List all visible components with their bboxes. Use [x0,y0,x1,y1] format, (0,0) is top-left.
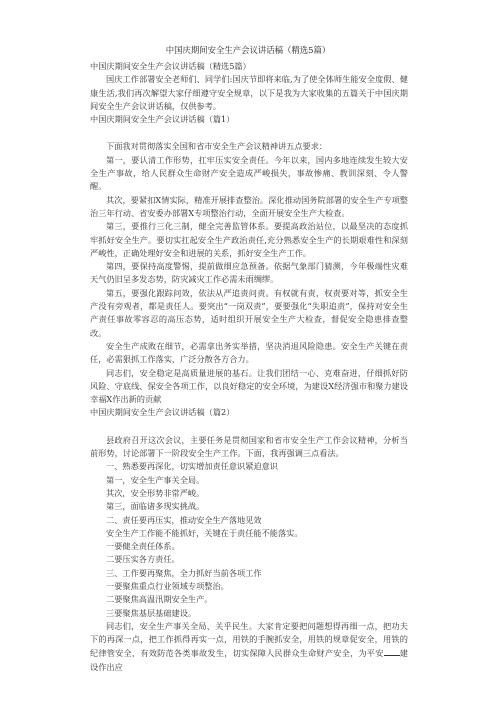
fill-in-blank [384,646,400,656]
piece2-paragraph: 三要聚焦基层基础建设。 [106,607,197,618]
piece1-paragraph: 第五，要强化跟踪问效，依法从严追责问责。有权就有责，权责要对等，抓安全生产没有旁观者，都是责任人。要突出“一岗双责”，要要强化“失职追责”，保持对安全生产责任事故零容忍的高压态势，适时组织开展安全生产大检查，督促安全隐患排查整改。 [90,287,408,338]
piece2-paragraph: 第三，面临诸多现实挑战。 [106,501,205,512]
document-title: 中国庆期间安全生产会议讲话稿（精选5篇） [165,45,331,55]
piece1-paragraph: 第三，要推行三化三制，健全完善监管体系。要提高政治站位，以最坚决的态度抓牢抓好安全生产。要切实扛起安全生产政治责任,充分熟悉安全生产的长期艰难性和深刻严峻性，正确处理好安全和进展的关系，抓好安全生产工作。 [90,221,408,258]
document-subtitle: 中国庆期间安全生产会议讲话稿（精选5篇） [90,61,251,71]
piece1-paragraph: 第一，要认清工作形势，扛牢压实安全责任。今年以来，国内多地连续发生较大安全生产事故，给人民群众生命财产安全造成严峻损失，事故惨痛、教训深刻、令人警醒。 [90,154,408,192]
piece1-paragraph: 下面我对贯彻落实全国和省市安全生产会议精神讲五点要求： [106,141,328,152]
piece1-paragraph: 第四，要保持高度警惕，提前做细应急预备。依据气象部门猜测，今年极端性灾难天气仍旧呈多发态势，防灾减灾工作必需未雨绸缪。 [90,261,408,285]
piece2-paragraph: 县政府召开这次会议，主要任务是贯彻国家和省市安全生产工作会议精神，分析当前形势，讨论部署下一阶段安全生产工作。下面，我再强调三点看法。 [90,434,408,459]
piece2-paragraph: 一要聚焦重点行业领域专项整治。 [106,580,229,591]
piece1-paragraph: 其次，要紧扣X情实际，精准开展排查整治。深化推动国务院部署的安全生产专项整治三年行动、省安委办部署X专项整治行动，全面开展安全生产大检查。 [90,194,408,218]
piece2-paragraph: 二、责任要再压实，推动安全生产落地见效 [106,514,262,525]
piece2-paragraph: 其次，安全形势非常严峻。 [106,487,205,498]
piece1-paragraph: 同志们，安全稳定是高质量进展的基石。让我们团结一心、克难奋进，仔细抓好防风险、守底线、保安全各项工作，以良好稳定的安全环境，为建设X经济强市和聚力建设幸福X作出新的贡献 [90,367,408,405]
piece2-paragraph: 二要聚焦高温汛期安全生产。 [106,594,213,605]
piece2-paragraph: 安全生产工作能不能抓好，关键在于责任能不能落实。 [106,527,303,538]
piece2-paragraph: 一要健全责任体系。 [106,541,180,552]
piece2-heading: 中国庆期间安全生产会议讲话稿（篇2） [90,407,235,418]
document-body [90,60,408,674]
piece2-section [90,434,408,674]
piece1-paragraph: 安全生产成败在细节，必需拿出务实举措，坚决消退风险隐患。安全生产关键在责任，必需狠抓工作落实，广泛分散各方合力。 [90,340,408,365]
piece2-paragraph: 第一，安全生产事关全局。 [106,474,205,485]
piece1-heading: 中国庆期间安全生产会议讲话稿（篇1） [90,114,235,125]
closing-text: 同志们，安全生产事关全局、关乎民生。大家肯定要把问题想得再细一点，把功夫下的再深一点，把工作抓得再实一点，用铁的手腕抓安全，用铁的规章促安全，用铁的纪律管安全，有效防范各类事故发生，切实保障人民群众生命财产安全，为平安 [90,620,408,659]
piece2-paragraph: 三、工作要再聚焦，全力抓好当前各项工作 [106,567,262,578]
closing-paragraph [90,620,408,674]
piece2-paragraph: 一、熟悉要再深化，切实增加责任意识紧迫意识 [106,461,278,472]
piece2-paragraph: 二要压实各方责任。 [106,554,180,565]
piece1-section [90,140,408,406]
intro-paragraph: 国庆工作部署安全老师们、同学们:国庆节即将来临,为了使全体师生能安全度假、健康生活,我们再次解望大家仔细遵守安全规章，以下是我为大家收集的五篇关于中国庆期间安全生产会议讲话稿，仅供参考。 [90,74,408,111]
closing-text-end: 建设作出应 [90,648,408,672]
